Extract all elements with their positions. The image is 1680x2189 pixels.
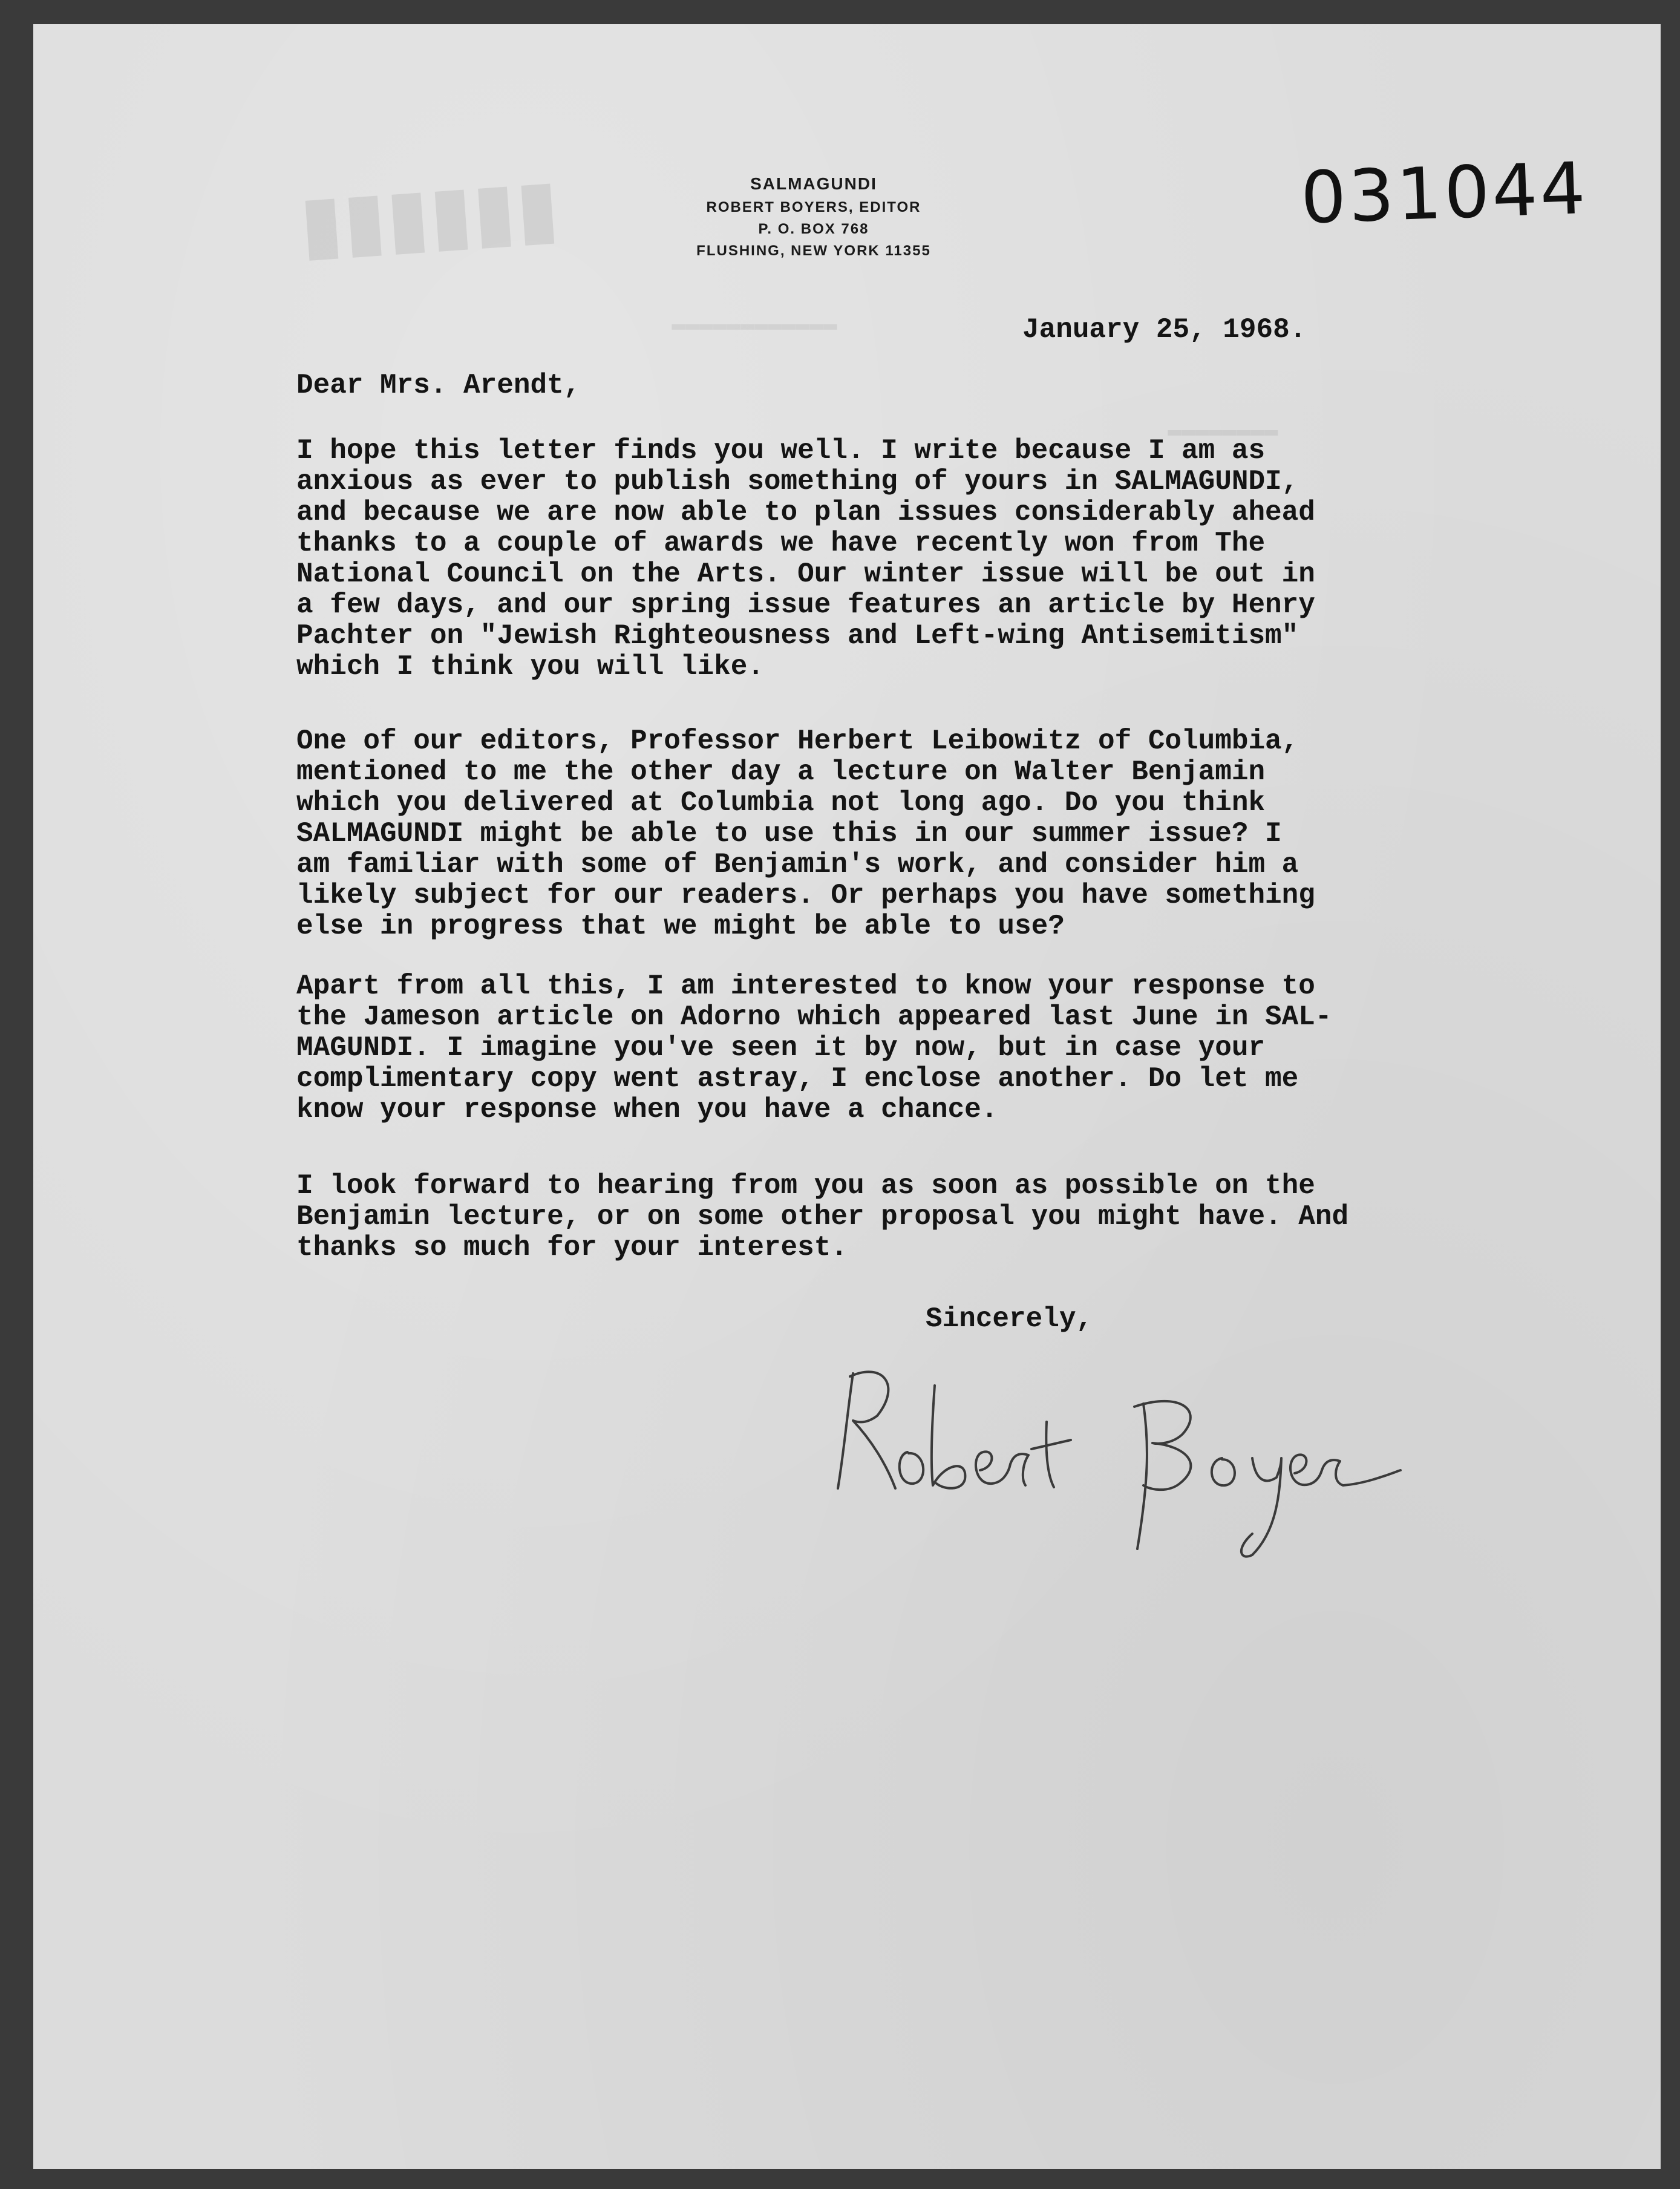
bleed-through-date: ▬▬▬▬▬▬▬▬▬▬▬▬: [672, 312, 837, 338]
salutation: Dear Mrs. Arendt,: [296, 370, 581, 401]
bleed-through-number: ▮▮▮▮▮▮: [296, 160, 563, 270]
closing: Sincerely,: [926, 1303, 1093, 1335]
paragraph-1: I hope this letter finds you well. I write because I am as anxious as ever to publish something of yours in SALMAGUNDI, and because we are now able to plan issues considerably ahead thanks to a couple of awards we have recently won from The National Council on the Arts. Our winter issue will be out in a few days, and our spring issue features an article by Henry Pachter on "Jewish Righteousness and Left-wing Antisemitism" which I think you will like.: [296, 435, 1315, 682]
paragraph-4: I look forward to hearing from you as soon as possible on the Benjamin lecture, or on some other proposal you might have. And thanks so much for your interest.: [296, 1170, 1349, 1263]
archive-number: 031044: [1299, 146, 1589, 240]
paragraph-2: One of our editors, Professor Herbert Leibowitz of Columbia, mentioned to me the other day a lecture on Walter Benjamin which you delivered at Columbia not long ago. Do you think SALMAGUNDI might be able to use this in our summer issue? I am familiar with some of Benjamin's work, and consider him a likely subject for our readers. Or perhaps you have something else in progress that we might be able to use?: [296, 725, 1315, 942]
paragraph-3: Apart from all this, I am interested to know your response to the Jameson article on Adorno which appeared last June in SAL- MAGUNDI. I imagine you've seen it by now, but in case your complimentary copy went astray, I enclose another. Do let me know your response when you have a chance.: [296, 970, 1332, 1125]
letterhead-editor: ROBERT BOYERS, EDITOR: [706, 199, 921, 215]
letterhead-organization: SALMAGUNDI: [750, 174, 877, 193]
letterhead-city: FLUSHING, NEW YORK 11355: [696, 243, 931, 259]
letterhead-box: P. O. BOX 768: [758, 221, 869, 237]
bleed-through-salutation: ▬▬▬▬▬▬▬▬: [1168, 417, 1278, 443]
handwritten-signature: [829, 1349, 1404, 1561]
letter-date: January 25, 1968.: [1022, 314, 1307, 345]
letterhead: [632, 171, 995, 262]
